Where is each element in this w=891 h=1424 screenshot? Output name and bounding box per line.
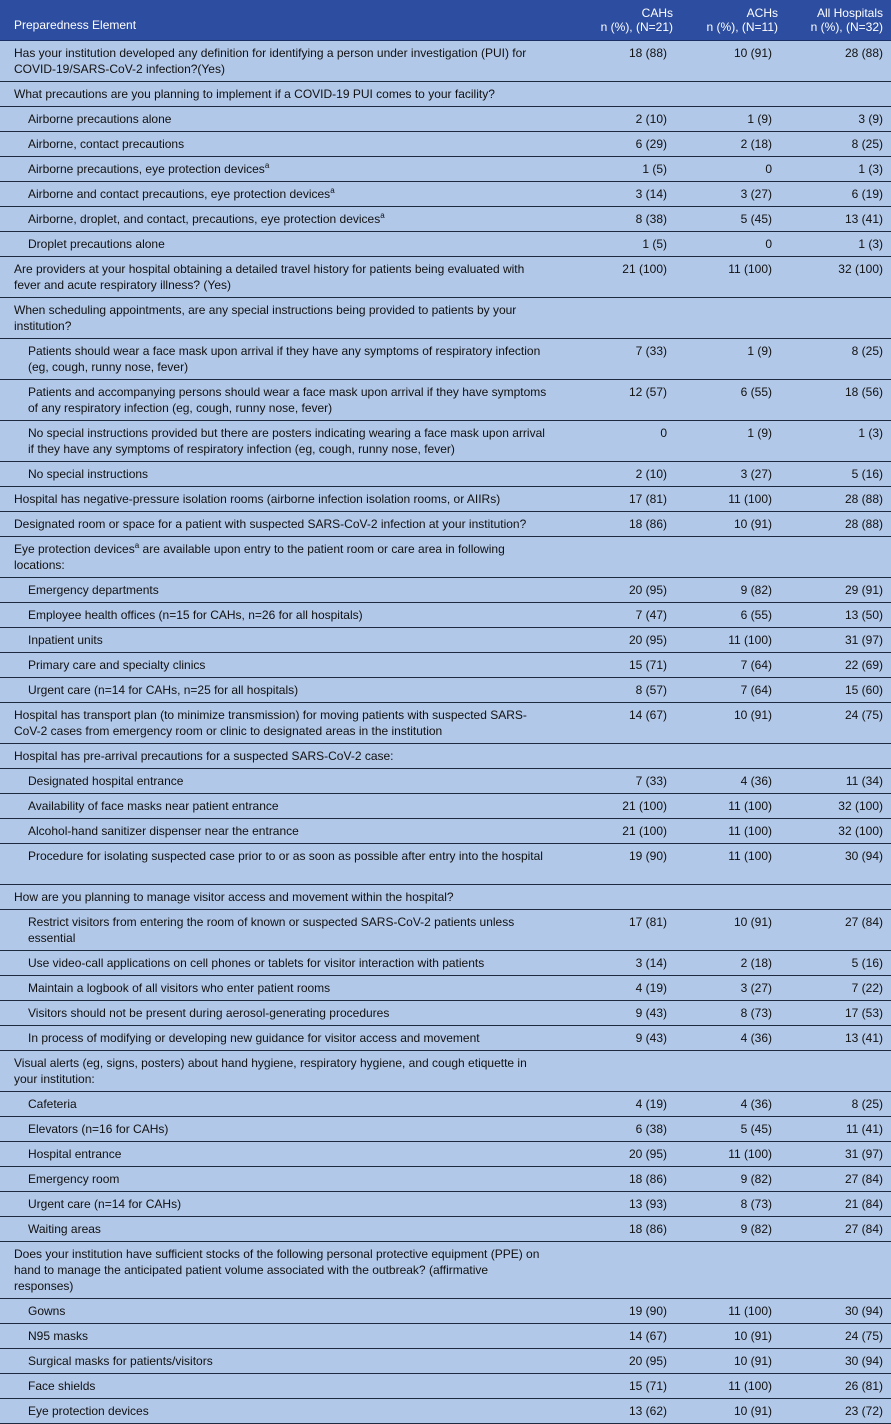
cah-value: 4 (19) (556, 1091, 681, 1116)
ach-value: 1 (9) (681, 338, 786, 379)
all-value: 3 (9) (786, 106, 891, 131)
row-label: Emergency departments (0, 577, 556, 602)
table-row (0, 81, 891, 106)
all-value (786, 1241, 891, 1298)
table-row (0, 627, 891, 652)
table-row (0, 40, 891, 81)
ach-value (681, 884, 786, 909)
row-label-text: Airborne precautions, eye protection devices (28, 161, 265, 176)
row-label: Inpatient units (0, 627, 556, 652)
all-value (786, 1050, 891, 1091)
all-value: 28 (88) (786, 486, 891, 511)
row-label: Hospital entrance (0, 1141, 556, 1166)
cah-value: 2 (10) (556, 461, 681, 486)
row-label: No special instructions provided but there are posters indicating wearing a face mask upon arrival if they have any symptoms of respiratory infection (eg, cough, runny nose, fever) (0, 420, 556, 461)
all-value: 7 (22) (786, 975, 891, 1000)
ach-value: 1 (9) (681, 106, 786, 131)
row-label-text: Airborne and contact precautions, eye protection devices (28, 186, 331, 201)
cah-value: 1 (5) (556, 231, 681, 256)
table-row (0, 181, 891, 206)
cah-value: 18 (86) (556, 1166, 681, 1191)
row-label: Are providers at your hospital obtaining a detailed travel history for patients being evaluated with fever and acute respiratory illness? (Yes) (0, 256, 556, 297)
cah-value: 8 (57) (556, 677, 681, 702)
table-row (0, 1298, 891, 1323)
row-label: Hospital has transport plan (to minimize transmission) for moving patients with suspected SARS-CoV-2 cases from emergency room or clinic to designated areas in the institution (0, 702, 556, 743)
all-value: 18 (56) (786, 379, 891, 420)
all-value (786, 884, 891, 909)
row-label: Restrict visitors from entering the room of known or suspected SARS-CoV-2 patients unless essential (0, 909, 556, 950)
header-all-name: All Hospitals (816, 5, 883, 20)
table-row (0, 1373, 891, 1398)
header-achs (681, 0, 786, 40)
ach-value: 3 (27) (681, 975, 786, 1000)
all-value: 28 (88) (786, 511, 891, 536)
all-value: 27 (84) (786, 1216, 891, 1241)
all-value: 1 (3) (786, 156, 891, 181)
ach-value (681, 297, 786, 338)
ach-value (681, 1050, 786, 1091)
ach-value (681, 1241, 786, 1298)
table-row (0, 1091, 891, 1116)
row-label: Face shields (0, 1373, 556, 1398)
ach-value: 6 (55) (681, 379, 786, 420)
row-label: Droplet precautions alone (0, 231, 556, 256)
row-label: Gowns (0, 1298, 556, 1323)
ach-value: 1 (9) (681, 420, 786, 461)
header-cahs (556, 0, 681, 40)
cah-value (556, 1241, 681, 1298)
cah-value: 14 (67) (556, 1323, 681, 1348)
ach-value: 10 (91) (681, 1323, 786, 1348)
cah-value (556, 297, 681, 338)
cah-value: 17 (81) (556, 909, 681, 950)
table-row (0, 818, 891, 843)
ach-value: 2 (18) (681, 950, 786, 975)
ach-value (681, 536, 786, 577)
table-row (0, 338, 891, 379)
cah-value: 15 (71) (556, 652, 681, 677)
row-label: No special instructions (0, 461, 556, 486)
row-label: Hospital has pre-arrival precautions for a suspected SARS-CoV-2 case: (0, 743, 556, 768)
all-value: 32 (100) (786, 793, 891, 818)
all-value: 31 (97) (786, 627, 891, 652)
table-row (0, 602, 891, 627)
table-row (0, 1398, 891, 1423)
table-row (0, 156, 891, 181)
ach-value: 11 (100) (681, 1298, 786, 1323)
all-value: 22 (69) (786, 652, 891, 677)
row-label: How are you planning to manage visitor access and movement within the hospital? (0, 884, 556, 909)
cah-value: 20 (95) (556, 1141, 681, 1166)
table-row (0, 256, 891, 297)
table-row (0, 486, 891, 511)
table-row (0, 1025, 891, 1050)
ach-value (681, 81, 786, 106)
all-value: 8 (25) (786, 338, 891, 379)
table-row (0, 743, 891, 768)
table-row (0, 379, 891, 420)
ach-value: 4 (36) (681, 768, 786, 793)
all-value: 24 (75) (786, 702, 891, 743)
cah-value (556, 743, 681, 768)
row-label: Designated hospital entrance (0, 768, 556, 793)
row-label-text: Eye protection devices (14, 541, 135, 556)
all-value: 29 (91) (786, 577, 891, 602)
ach-value: 8 (73) (681, 1000, 786, 1025)
header-cahs-name: CAHs (641, 5, 673, 20)
cah-value (556, 536, 681, 577)
row-label: Eye protection devices (0, 1398, 556, 1423)
cah-value: 7 (47) (556, 602, 681, 627)
all-value (786, 743, 891, 768)
all-value: 1 (3) (786, 420, 891, 461)
row-label-text: are available upon entry to the patient room or care area in following locations: (14, 541, 505, 572)
cah-value: 8 (38) (556, 206, 681, 231)
row-label: N95 masks (0, 1323, 556, 1348)
row-label (0, 536, 556, 577)
ach-value: 7 (64) (681, 677, 786, 702)
row-label: Visitors should not be present during aerosol-generating procedures (0, 1000, 556, 1025)
cah-value: 19 (90) (556, 843, 681, 884)
row-label: Urgent care (n=14 for CAHs, n=25 for all hospitals) (0, 677, 556, 702)
all-value: 11 (41) (786, 1116, 891, 1141)
footnote-marker: a (380, 210, 385, 220)
table-row (0, 131, 891, 156)
table-row (0, 461, 891, 486)
ach-value: 10 (91) (681, 702, 786, 743)
table-row (0, 1348, 891, 1373)
cah-value: 14 (67) (556, 702, 681, 743)
all-value: 5 (16) (786, 950, 891, 975)
header-all-sub: n (%), (N=32) (810, 19, 883, 34)
row-label: Visual alerts (eg, signs, posters) about hand hygiene, respiratory hygiene, and cough etiquette in your institution: (0, 1050, 556, 1091)
table-row (0, 206, 891, 231)
row-label: Does your institution have sufficient stocks of the following personal protective equipment (PPE) on hand to manage the anticipated patient volume associated with the outbreak? (affirmative responses) (0, 1241, 556, 1298)
all-value: 27 (84) (786, 1166, 891, 1191)
all-value: 8 (25) (786, 1091, 891, 1116)
all-value: 13 (41) (786, 206, 891, 231)
cah-value: 18 (86) (556, 1216, 681, 1241)
cah-value: 0 (556, 420, 681, 461)
ach-value: 11 (100) (681, 818, 786, 843)
cah-value: 18 (86) (556, 511, 681, 536)
all-value (786, 297, 891, 338)
row-label: Designated room or space for a patient with suspected SARS-CoV-2 infection at your institution? (0, 511, 556, 536)
ach-value: 10 (91) (681, 511, 786, 536)
cah-value: 9 (43) (556, 1000, 681, 1025)
ach-value: 8 (73) (681, 1191, 786, 1216)
table-row (0, 577, 891, 602)
cah-value: 20 (95) (556, 1348, 681, 1373)
ach-value: 10 (91) (681, 1348, 786, 1373)
cah-value: 3 (14) (556, 950, 681, 975)
table-row (0, 950, 891, 975)
row-label: In process of modifying or developing new guidance for visitor access and movement (0, 1025, 556, 1050)
cah-value: 3 (14) (556, 181, 681, 206)
header-all (786, 0, 891, 40)
cah-value: 18 (88) (556, 40, 681, 81)
ach-value: 7 (64) (681, 652, 786, 677)
all-value: 30 (94) (786, 1348, 891, 1373)
all-value (786, 81, 891, 106)
cah-value: 6 (38) (556, 1116, 681, 1141)
ach-value: 5 (45) (681, 206, 786, 231)
table-row (0, 231, 891, 256)
table-row (0, 843, 891, 884)
header-row (0, 0, 891, 40)
row-label: Waiting areas (0, 1216, 556, 1241)
cah-value: 7 (33) (556, 768, 681, 793)
row-label (0, 156, 556, 181)
row-label: Maintain a logbook of all visitors who enter patient rooms (0, 975, 556, 1000)
table-row (0, 1191, 891, 1216)
table-row (0, 297, 891, 338)
table-row (0, 1323, 891, 1348)
footnote-marker: a (264, 160, 270, 170)
row-label: Airborne precautions alone (0, 106, 556, 131)
row-label: Has your institution developed any definition for identifying a person under investigation (PUI) for COVID-19/SARS-CoV-2 infection?(Yes) (0, 40, 556, 81)
all-value: 13 (41) (786, 1025, 891, 1050)
cah-value: 2 (10) (556, 106, 681, 131)
cah-value: 19 (90) (556, 1298, 681, 1323)
ach-value: 0 (681, 156, 786, 181)
all-value: 24 (75) (786, 1323, 891, 1348)
ach-value: 5 (45) (681, 1116, 786, 1141)
table-row (0, 677, 891, 702)
cah-value: 13 (93) (556, 1191, 681, 1216)
cah-value: 20 (95) (556, 627, 681, 652)
ach-value: 4 (36) (681, 1025, 786, 1050)
cah-value: 6 (29) (556, 131, 681, 156)
row-label: Hospital has negative-pressure isolation rooms (airborne infection isolation rooms, or AIIRs) (0, 486, 556, 511)
table-row (0, 793, 891, 818)
table-row (0, 1050, 891, 1091)
all-value: 1 (3) (786, 231, 891, 256)
ach-value: 10 (91) (681, 1398, 786, 1423)
all-value (786, 536, 891, 577)
all-value: 31 (97) (786, 1141, 891, 1166)
ach-value: 9 (82) (681, 1166, 786, 1191)
row-label: When scheduling appointments, are any special instructions being provided to patients by your institution? (0, 297, 556, 338)
row-label: Employee health offices (n=15 for CAHs, n=26 for all hospitals) (0, 602, 556, 627)
ach-value: 11 (100) (681, 1373, 786, 1398)
row-label (0, 206, 556, 231)
table-row (0, 884, 891, 909)
row-label: Primary care and specialty clinics (0, 652, 556, 677)
row-label: Elevators (n=16 for CAHs) (0, 1116, 556, 1141)
cah-value: 21 (100) (556, 793, 681, 818)
all-value: 26 (81) (786, 1373, 891, 1398)
ach-value: 11 (100) (681, 843, 786, 884)
row-label (0, 181, 556, 206)
header-cahs-sub: n (%), (N=21) (600, 19, 673, 34)
all-value: 21 (84) (786, 1191, 891, 1216)
cah-value (556, 884, 681, 909)
ach-value: 3 (27) (681, 461, 786, 486)
all-value: 6 (19) (786, 181, 891, 206)
table-row (0, 909, 891, 950)
row-label-text: Airborne, droplet, and contact, precautions, eye protection devices (28, 211, 381, 226)
header-achs-name: ACHs (746, 5, 778, 20)
cah-value: 13 (62) (556, 1398, 681, 1423)
ach-value: 11 (100) (681, 627, 786, 652)
ach-value: 2 (18) (681, 131, 786, 156)
table-row (0, 1141, 891, 1166)
cah-value: 20 (95) (556, 577, 681, 602)
all-value: 27 (84) (786, 909, 891, 950)
table-row (0, 536, 891, 577)
ach-value: 10 (91) (681, 909, 786, 950)
all-value: 28 (88) (786, 40, 891, 81)
cah-value: 12 (57) (556, 379, 681, 420)
table-row (0, 1216, 891, 1241)
ach-value: 6 (55) (681, 602, 786, 627)
footnote-marker: a (330, 185, 335, 195)
header-achs-sub: n (%), (N=11) (706, 19, 778, 34)
ach-value: 11 (100) (681, 1141, 786, 1166)
all-value: 15 (60) (786, 677, 891, 702)
row-label: Patients and accompanying persons should wear a face mask upon arrival if they have symptoms of any respiratory infection (eg, cough, runny nose, fever) (0, 379, 556, 420)
all-value: 8 (25) (786, 131, 891, 156)
table-row (0, 652, 891, 677)
table-row (0, 511, 891, 536)
table-row (0, 702, 891, 743)
all-value: 13 (50) (786, 602, 891, 627)
row-label: Airborne, contact precautions (0, 131, 556, 156)
all-value: 30 (94) (786, 843, 891, 884)
table-row (0, 420, 891, 461)
cah-value: 9 (43) (556, 1025, 681, 1050)
table-row (0, 768, 891, 793)
cah-value: 17 (81) (556, 486, 681, 511)
ach-value: 9 (82) (681, 1216, 786, 1241)
cah-value: 1 (5) (556, 156, 681, 181)
row-label: Urgent care (n=14 for CAHs) (0, 1191, 556, 1216)
cah-value (556, 1050, 681, 1091)
ach-value: 11 (100) (681, 793, 786, 818)
row-label: Procedure for isolating suspected case prior to or as soon as possible after entry into the hospital (0, 843, 556, 884)
row-label: What precautions are you planning to implement if a COVID-19 PUI comes to your facility? (0, 81, 556, 106)
all-value: 23 (72) (786, 1398, 891, 1423)
table-row (0, 1166, 891, 1191)
ach-value: 9 (82) (681, 577, 786, 602)
all-value: 11 (34) (786, 768, 891, 793)
row-label: Surgical masks for patients/visitors (0, 1348, 556, 1373)
cah-value: 21 (100) (556, 818, 681, 843)
row-label: Emergency room (0, 1166, 556, 1191)
cah-value: 4 (19) (556, 975, 681, 1000)
footnote-marker: a (134, 540, 140, 550)
cah-value: 21 (100) (556, 256, 681, 297)
row-label: Use video-call applications on cell phones or tablets for visitor interaction with patients (0, 950, 556, 975)
table-row (0, 975, 891, 1000)
ach-value: 10 (91) (681, 40, 786, 81)
ach-value (681, 743, 786, 768)
table-row (0, 106, 891, 131)
all-value: 32 (100) (786, 818, 891, 843)
all-value: 5 (16) (786, 461, 891, 486)
all-value: 30 (94) (786, 1298, 891, 1323)
row-label: Alcohol-hand sanitizer dispenser near the entrance (0, 818, 556, 843)
row-label: Cafeteria (0, 1091, 556, 1116)
ach-value: 0 (681, 231, 786, 256)
cah-value: 7 (33) (556, 338, 681, 379)
all-value: 17 (53) (786, 1000, 891, 1025)
ach-value: 11 (100) (681, 486, 786, 511)
row-label: Availability of face masks near patient entrance (0, 793, 556, 818)
cah-value (556, 81, 681, 106)
row-label: Patients should wear a face mask upon arrival if they have any symptoms of respiratory infection (eg, cough, runny nose, fever) (0, 338, 556, 379)
header-element: Preparedness Element (0, 0, 556, 40)
ach-value: 11 (100) (681, 256, 786, 297)
table-row (0, 1116, 891, 1141)
table-row (0, 1000, 891, 1025)
all-value: 32 (100) (786, 256, 891, 297)
ach-value: 4 (36) (681, 1091, 786, 1116)
table-row (0, 1241, 891, 1298)
ach-value: 3 (27) (681, 181, 786, 206)
cah-value: 15 (71) (556, 1373, 681, 1398)
